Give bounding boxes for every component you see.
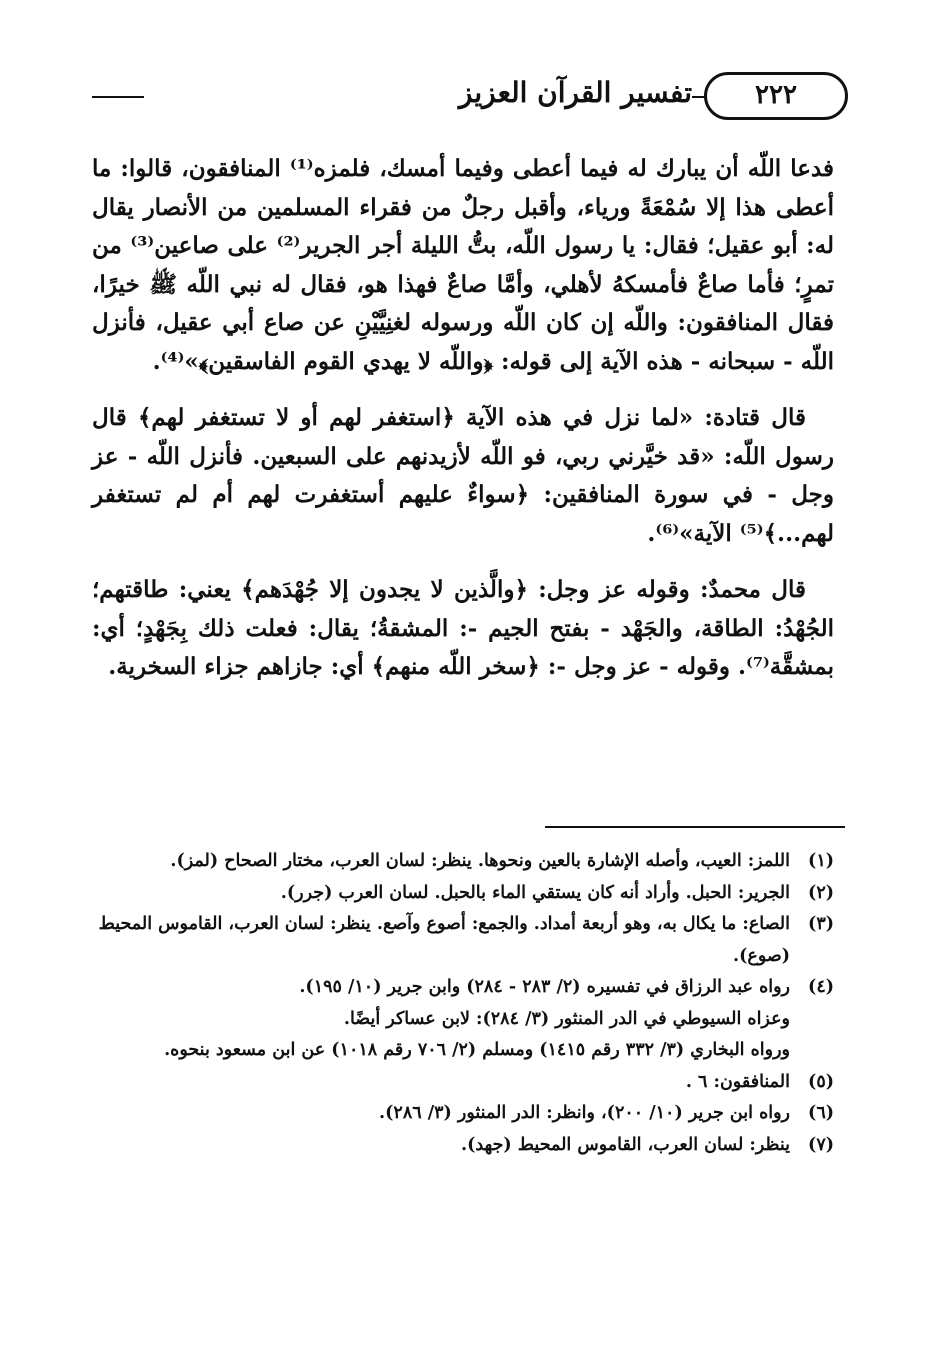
page-header [92, 64, 834, 124]
footnote-number: (٣) [808, 914, 834, 934]
footnote-text: الصاع: ما يكال به، وهو أربعة أمداد. والجمع: أصوع وآصع. ينظر: لسان العرب، القاموس المحيط (صوع). [98, 914, 790, 966]
footnote-number: (٧) [808, 1134, 834, 1155]
footnote-number: (٦) [808, 1103, 834, 1123]
footnote-text: الجرير: الحبل. وأراد أنه كان يستقي الماء بالحبل. لسان العرب (جرر). [280, 882, 790, 903]
footnote-2 [92, 878, 834, 910]
footnote-4-continuation: وعزاه السيوطي في الدر المنثور (٣/ ٢٨٤): لابن عساكر أيضًا. [343, 1008, 790, 1029]
footnote-1 [92, 846, 834, 878]
footnote-number: (٥) [808, 1071, 834, 1092]
main-text [92, 150, 834, 705]
footnote-7 [92, 1130, 834, 1162]
footnote-number: (٤) [808, 977, 834, 997]
footnote-divider [545, 826, 845, 828]
footnote-text: رواه عبد الرزاق في تفسيره (٢/ ٢٨٣ - ٢٨٤) وابن جرير (١٠/ ١٩٥). [299, 977, 790, 997]
page-number: ٢٢٢ [704, 72, 848, 120]
footnote-text: اللمز: العيب، وأصله الإشارة بالعين ونحوها. ينظر: لسان العرب، مختار الصحاح (لمز). [170, 851, 790, 871]
footnote-5 [92, 1067, 834, 1099]
running-title: تفسير القرآن العزيز [458, 76, 692, 109]
footnote-text: رواه ابن جرير (١٠/ ٢٠٠)، وانظر: الدر المنثور (٣/ ٢٨٦). [379, 1103, 790, 1123]
footnote-number: (٢) [808, 882, 834, 903]
footnote-text: ينظر: لسان العرب، القاموس المحيط (جهد). [460, 1134, 790, 1155]
paragraph: قال قتادة: «لما نزل في هذه الآية ﴿استغفر لهم أو لا تستغفر لهم﴾ قال رسول اللّه: «قد خيَّرني ربي، فو اللّه لأزيدنهم على السبعين. فأنزل اللّه - عز وجل - في سورة المنافقين: ﴿سواءٌ عليهم أستغفرت لهم أم لم تستغفر لهم...﴾⁽⁵⁾ الآية»⁽⁶⁾. [92, 404, 834, 547]
footnote-number: (١) [808, 851, 834, 871]
footnote-4 [92, 972, 834, 1004]
header-rule-left [92, 96, 144, 98]
footnote-4-continuation: ورواه البخاري (٣/ ٣٣٢ رقم ١٤١٥) ومسلم (٢/ ٧٠٦ رقم ١٠١٨) عن ابن مسعود بنحوه. [164, 1040, 790, 1060]
footnote-text: المنافقون: ٦ . [685, 1071, 790, 1092]
footnotes [92, 846, 834, 1161]
footnote-6 [92, 1098, 834, 1130]
paragraph: قال محمدٌ: وقوله عز وجل: ﴿والَّذين لا يجدون إلا جُهْدَهم﴾ يعني: طاقتهم؛ الجُهْدُ: الطاقة، والجَهْد - بفتح الجيم -: المشقةُ؛ يقال: فعلت ذلك بِجَهْدٍ؛ أي: بمشقَّة⁽⁷⁾. وقوله - عز وجل -: ﴿سخر اللّه منهم﴾ أي: جازاهم جزاء السخرية. [92, 576, 834, 680]
footnote-3 [92, 909, 834, 972]
paragraph: فدعا اللّه أن يبارك له فيما أعطى وفيما أمسك، فلمزه⁽¹⁾ المنافقون، قالوا: ما أعطى هذا إلا سُمْعَةً ورياء، وأقبل رجلٌ من فقراء المسلمين من الأنصار يقال له: أبو عقيل؛ فقال: يا رسول اللّه، بتُّ الليلة أجر الجرير⁽²⁾ على صاعين⁽³⁾ من تمرٍ؛ فأما صاعٌ فأمسكهُ لأهلي، وأمَّا صاعٌ فهذا هو، فقال له نبي اللّه ﷺ خيرًا، فقال المنافقون: واللّه إن كان اللّه ورسوله لغنِيَّيْنِ عن صاع أبي عقيل، فأنزل اللّه - سبحانه - هذه الآية إلى قوله: ﴿واللّه لا يهدي القوم الفاسقين﴾»⁽⁴⁾. [92, 155, 835, 375]
